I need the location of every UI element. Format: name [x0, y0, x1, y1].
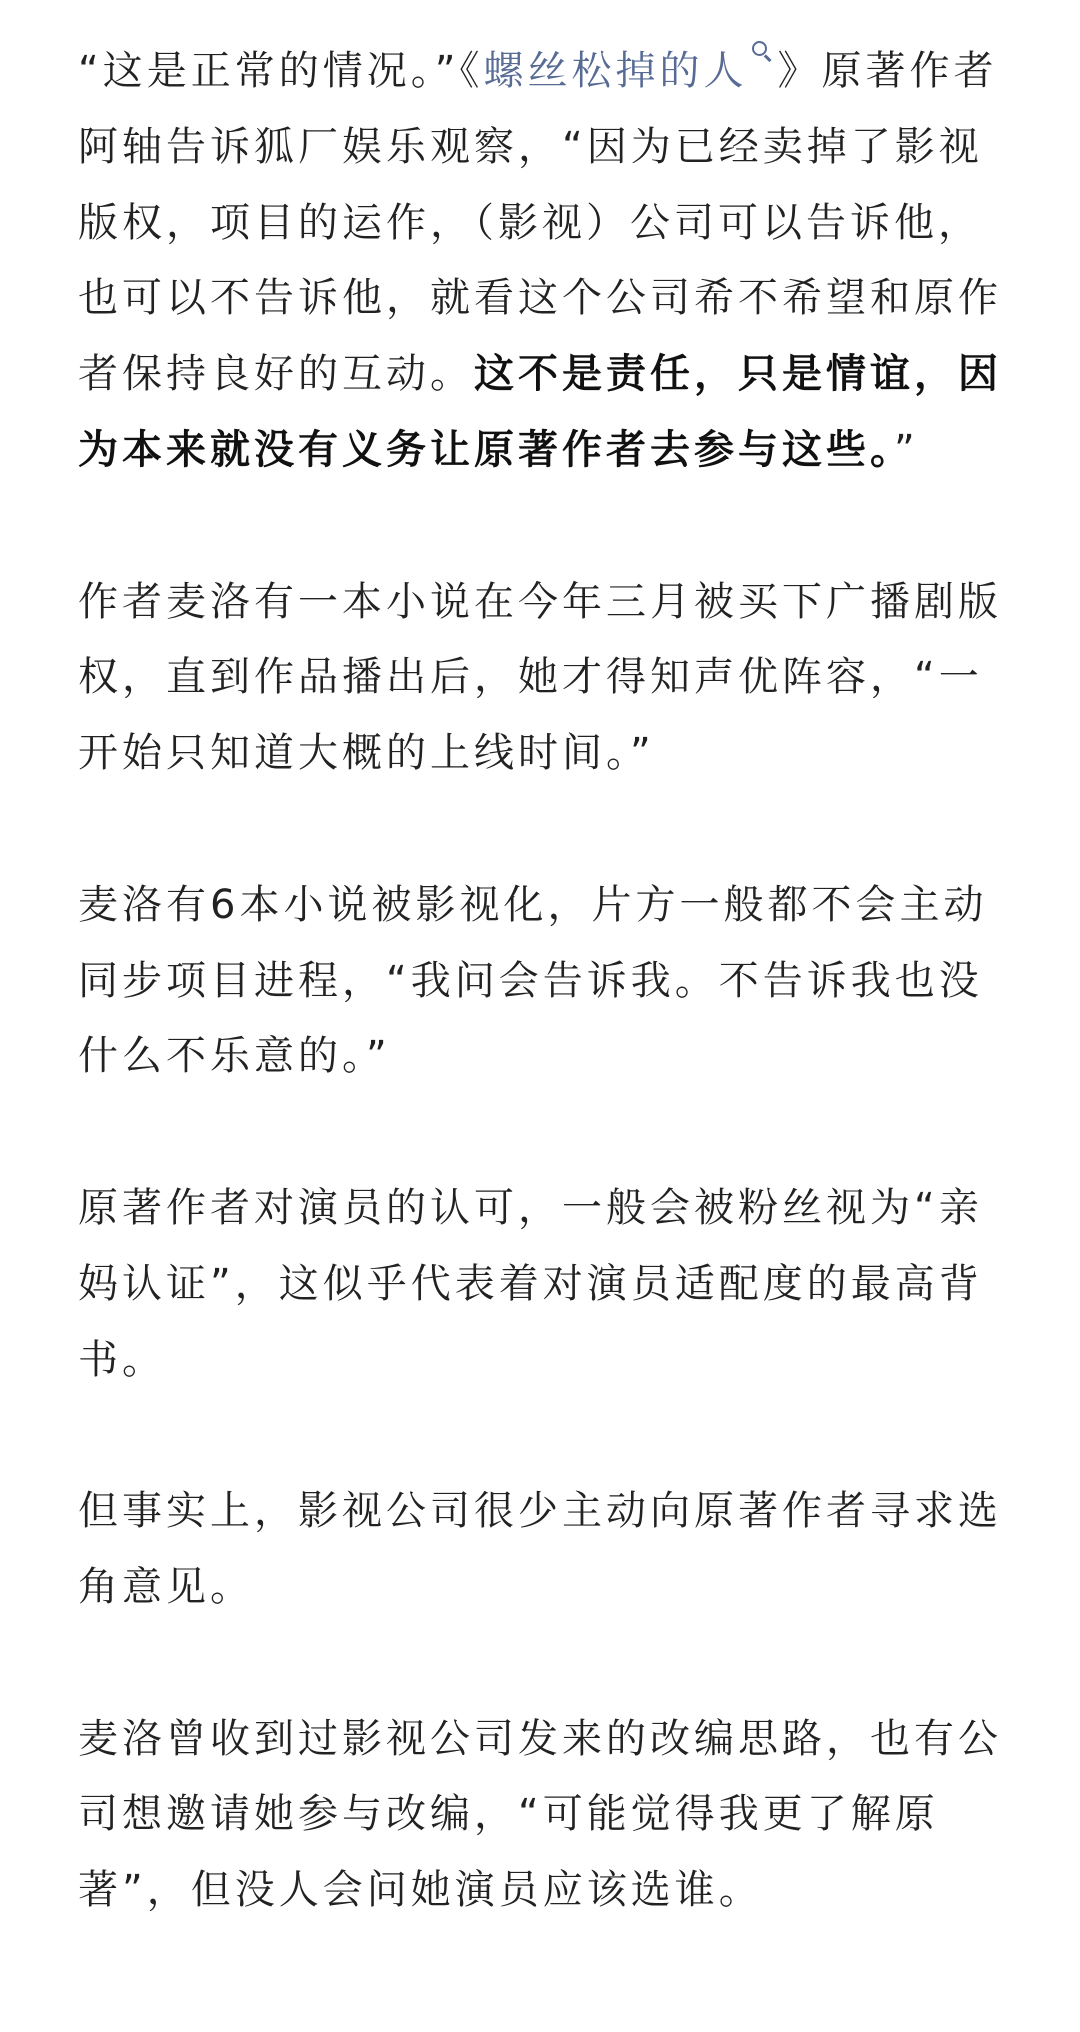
- search-icon[interactable]: [751, 40, 773, 62]
- paragraph-2: 作者麦洛有一本小说在今年三月被买下广播剧版权，直到作品播出后，她才得知声优阵容，“一开始只知道大概的上线时间。”: [78, 578, 1002, 777]
- paragraph-1-bold-quote: 这不是责任，只是情谊，因为本来就没有义务让原著作者去参与这些。: [78, 351, 1002, 473]
- paragraph-1-intro: “这是正常的情况。”《: [78, 48, 484, 94]
- paragraph-1-closing-quote: ”: [894, 426, 919, 473]
- paragraph-6: 麦洛曾收到过影视公司发来的改编思路，也有公司想邀请她参与改编，“可能觉得我更了解原著”，但没人会问她演员应该选谁。: [78, 1715, 1002, 1914]
- paragraph-5: 但事实上，影视公司很少主动向原著作者寻求选角意见。: [78, 1488, 1002, 1610]
- paragraph-3: 麦洛有6本小说被影视化，片方一般都不会主动同步项目进程，“我问会告诉我。不告诉我也没什么不乐意的。”: [78, 881, 988, 1080]
- paragraph-1: [78, 34, 1008, 489]
- paragraph-1-body: 》原著作者阿轴告诉狐厂娱乐观察，“因为已经卖掉了影视版权，项目的运作，（影视）公司可以告诉他，也可以不告诉他，就看这个公司希不希望和原作者保持良好的互动。: [78, 48, 1002, 398]
- paragraph-4: 原著作者对演员的认可，一般会被粉丝视为“亲妈认证”，这似乎代表着对演员适配度的最高背书。: [78, 1184, 983, 1383]
- novel-title-link[interactable]: 螺丝松掉的人: [483, 48, 748, 94]
- article-body: [78, 34, 1008, 1929]
